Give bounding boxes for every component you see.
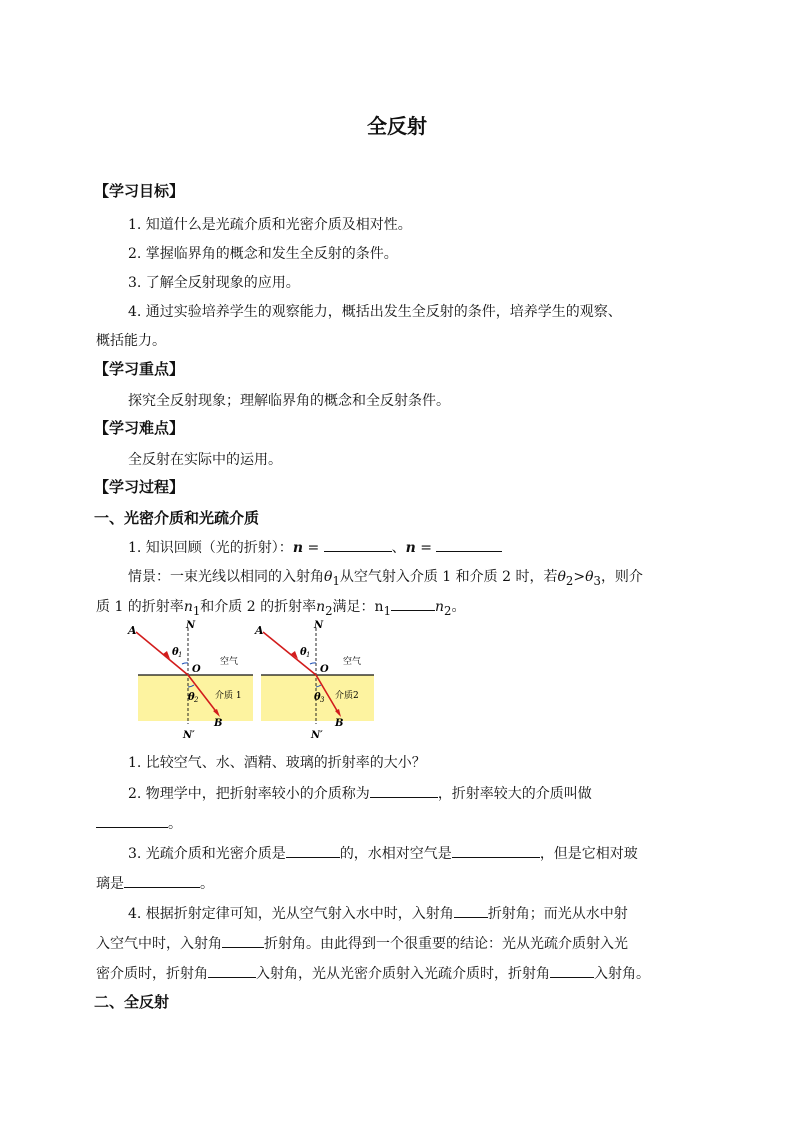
- question-text: 璃是: [96, 876, 124, 892]
- scenario-text: 情景：一束光线以相同的入射角: [128, 569, 324, 585]
- blank-air-to-water[interactable]: [454, 903, 488, 918]
- question-text: ，但是它相对玻: [539, 846, 638, 862]
- label-theta-bottom-sub: 2: [194, 696, 199, 704]
- question-4-line-2: [96, 933, 628, 953]
- question-text: 。: [200, 876, 214, 892]
- objectives-heading: 【学习目标】: [94, 182, 185, 200]
- label-n: N: [186, 620, 196, 631]
- question-1: 1. 比较空气、水、酒精、玻璃的折射率的大小？: [128, 755, 426, 771]
- n-symbol: n: [292, 540, 303, 556]
- n-symbol: n: [374, 599, 384, 615]
- blank-conclusion-1[interactable]: [208, 963, 256, 978]
- label-a: A: [255, 624, 264, 637]
- scenario-text: 和介质 2 的折射率: [200, 599, 317, 615]
- label-medium: 介质 1: [215, 691, 242, 701]
- angle-arc-top: [182, 663, 188, 664]
- blank-conclusion-2[interactable]: [550, 963, 594, 978]
- scenario-text: 从空气射入介质 1 和介质 2 时，若: [339, 569, 558, 585]
- blank-review-1[interactable]: [324, 537, 392, 552]
- blank-review-2[interactable]: [436, 537, 502, 552]
- period: 。: [451, 599, 466, 615]
- objective-item-2: 2. 掌握临界角的概念和发生全反射的条件。: [128, 246, 398, 262]
- key-points-heading: 【学习重点】: [94, 360, 185, 378]
- page-title: 全反射: [367, 114, 427, 138]
- question-text: 入射角，光从光密介质射入光疏介质时，折射角: [256, 966, 550, 982]
- theta-symbol: θ: [324, 569, 333, 585]
- theta-symbol: θ: [585, 569, 594, 585]
- subscript: 2: [444, 603, 452, 618]
- label-theta-top: θ: [172, 647, 179, 658]
- theta-symbol: θ: [557, 569, 566, 585]
- subscript: 1: [192, 603, 201, 618]
- question-text: 3. 光疏介质和光密介质是: [128, 846, 286, 862]
- equals-sign: =: [415, 540, 437, 556]
- question-2-line-2: [96, 813, 182, 833]
- label-o: O: [192, 664, 201, 675]
- process-heading: 【学习过程】: [94, 478, 185, 496]
- blank-water-vs-air[interactable]: [452, 843, 540, 858]
- label-theta-top-sub: 1: [306, 651, 311, 659]
- scenario-line-2: [96, 596, 465, 618]
- key-points-text: 探究全反射现象；理解临界角的概念和全反射条件。: [128, 393, 450, 409]
- greater-than: >: [573, 569, 586, 585]
- question-3-line-2: [96, 873, 214, 893]
- review-prefix: 1. 知识回顾（光的折射）：: [128, 540, 293, 556]
- scenario-line-1: [128, 566, 643, 588]
- blank-dense-medium[interactable]: [96, 813, 168, 828]
- angle-arc-top: [310, 663, 316, 664]
- objective-item-4-cont: 概括能力。: [96, 333, 166, 349]
- label-air: 空气: [220, 657, 239, 667]
- objective-item-1: 1. 知道什么是光疏介质和光密介质及相对性。: [128, 217, 412, 233]
- section1-heading: 一、光密介质和光疏介质: [94, 509, 260, 527]
- label-air: 空气: [343, 657, 362, 667]
- label-theta-top: θ: [300, 647, 307, 658]
- blank-compare[interactable]: [391, 596, 435, 611]
- scenario-text: 满足：: [332, 599, 375, 615]
- label-n: N: [314, 620, 324, 631]
- n-symbol: n: [434, 599, 445, 615]
- label-a: A: [128, 624, 137, 637]
- label-theta-bottom: θ: [314, 692, 321, 703]
- label-b: B: [335, 718, 344, 729]
- question-text: 的，水相对空气是: [339, 846, 452, 862]
- scenario-text: 质 1 的折射率: [96, 599, 184, 615]
- n-symbol: n: [405, 540, 416, 556]
- question-3-line-1: [128, 843, 638, 863]
- subscript: 3: [593, 573, 601, 588]
- separator: 、: [391, 540, 406, 556]
- blank-water-vs-glass[interactable]: [124, 873, 200, 888]
- question-text: 入射角。: [594, 966, 650, 982]
- refraction-diagram-medium-2: [249, 620, 377, 740]
- question-4-line-3: [96, 963, 650, 983]
- equals-sign: =: [303, 540, 324, 556]
- objective-item-3: 3. 了解全反射现象的应用。: [128, 275, 300, 291]
- question-text: 入空气中时，入射角: [96, 936, 222, 952]
- question-text: 折射角。由此得到一个很重要的结论：光从光疏介质射入光: [264, 936, 628, 952]
- label-theta-bottom-sub: 3: [320, 696, 325, 704]
- question-text: 2. 物理学中，把折射率较小的介质称为: [128, 786, 370, 802]
- question-text: ，折射率较大的介质叫做: [437, 786, 592, 802]
- difficulty-heading: 【学习难点】: [94, 419, 185, 437]
- blank-sparse-medium[interactable]: [370, 783, 438, 798]
- blank-water-to-air[interactable]: [222, 933, 264, 948]
- review-line: [128, 537, 502, 557]
- section2-heading: 二、全反射: [94, 993, 170, 1011]
- question-text: 。: [168, 816, 182, 832]
- scenario-text: ，则介: [600, 569, 643, 585]
- subscript: 2: [325, 603, 333, 618]
- label-n-prime: N′: [311, 730, 323, 740]
- subscript: 1: [332, 573, 340, 588]
- label-n-prime: N′: [183, 730, 195, 740]
- subscript: 2: [565, 573, 574, 588]
- objective-item-4: 4. 通过实验培养学生的观察能力，概括出发生全反射的条件，培养学生的观察、: [128, 304, 622, 320]
- label-medium: 介质2: [335, 691, 359, 701]
- question-4-line-1: [128, 903, 628, 923]
- label-theta-bottom: θ: [188, 692, 195, 703]
- n-symbol: n: [316, 599, 326, 615]
- blank-relative[interactable]: [286, 843, 340, 858]
- question-text: 折射角；而光从水中射: [487, 906, 628, 922]
- question-2-line-1: [128, 783, 592, 803]
- difficulty-text: 全反射在实际中的运用。: [128, 452, 282, 468]
- question-text: 4. 根据折射定律可知，光从空气射入水中时，入射角: [128, 906, 454, 922]
- n-symbol: n: [183, 599, 193, 615]
- question-text: 密介质时，折射角: [96, 966, 208, 982]
- subscript: 1: [383, 603, 391, 618]
- label-o: O: [320, 664, 329, 675]
- label-theta-top-sub: 1: [178, 651, 183, 659]
- label-b: B: [214, 718, 223, 729]
- refraction-diagram-medium-1: [126, 620, 254, 740]
